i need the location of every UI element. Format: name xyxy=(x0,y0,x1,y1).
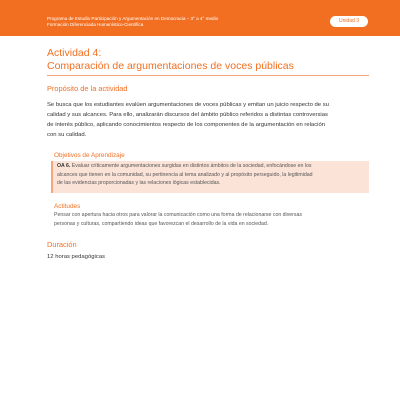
purpose-line: de interés público, aplicando conocimientos respecto de los componentes de la argumentación en relación xyxy=(47,122,326,128)
activity-number: Actividad 4: xyxy=(47,47,102,59)
title-divider xyxy=(47,75,369,76)
objective-code: OA 6. xyxy=(57,163,71,169)
purpose-paragraph xyxy=(47,100,369,140)
objective-line: alcances que tienen en la comunidad, su pertinencia al tema analizado y al propósito perseguido, la legitimidad xyxy=(57,172,313,178)
attitudes-heading: Actitudes xyxy=(54,203,81,210)
purpose-line: Se busca que los estudiantes evalúen argumentaciones de voces públicas y emitan un juicio respecto de su xyxy=(47,102,329,108)
objective-panel xyxy=(51,161,369,193)
page-header xyxy=(0,0,400,36)
duration-heading: Duración xyxy=(47,240,77,249)
activity-title: Comparación de argumentaciones de voces públicas xyxy=(47,60,294,72)
attitude-line: Pensar con apertura hacia otros para valorar la comunicación como una forma de relacionarse con diversas xyxy=(54,212,302,218)
objectives-heading: Objetivos de Aprendizaje xyxy=(54,152,125,159)
program-title: Programa de Estudio Participación y Argumentación en Democracia – 3° a 4° medio xyxy=(47,16,219,21)
duration-value: 12 horas pedagógicas xyxy=(47,254,105,260)
learning-objectives-box xyxy=(47,152,369,236)
objective-text: Evaluar críticamente argumentaciones surgidas en distintos ámbitos de la sociedad, enfocándose en los xyxy=(70,163,312,169)
objective-line xyxy=(57,163,311,170)
program-subtitle: Formación Diferenciada Humanístico-Científica xyxy=(47,22,144,27)
purpose-line: calidad y sus alcances. Para ello, analizarán discursos del ámbito público referidos a distintas controversias xyxy=(47,112,328,118)
purpose-heading: Propósito de la actividad xyxy=(47,84,128,93)
purpose-line: con su calidad. xyxy=(47,132,87,138)
attitude-line: personas y culturas, compartiendo ideas que favorezcan el desarrollo de la vida en sociedad. xyxy=(54,221,269,227)
objective-line: de las evidencias proporcionadas y las relaciones lógicas establecidas. xyxy=(57,180,221,186)
unit-badge: Unidad 3 xyxy=(330,16,368,27)
